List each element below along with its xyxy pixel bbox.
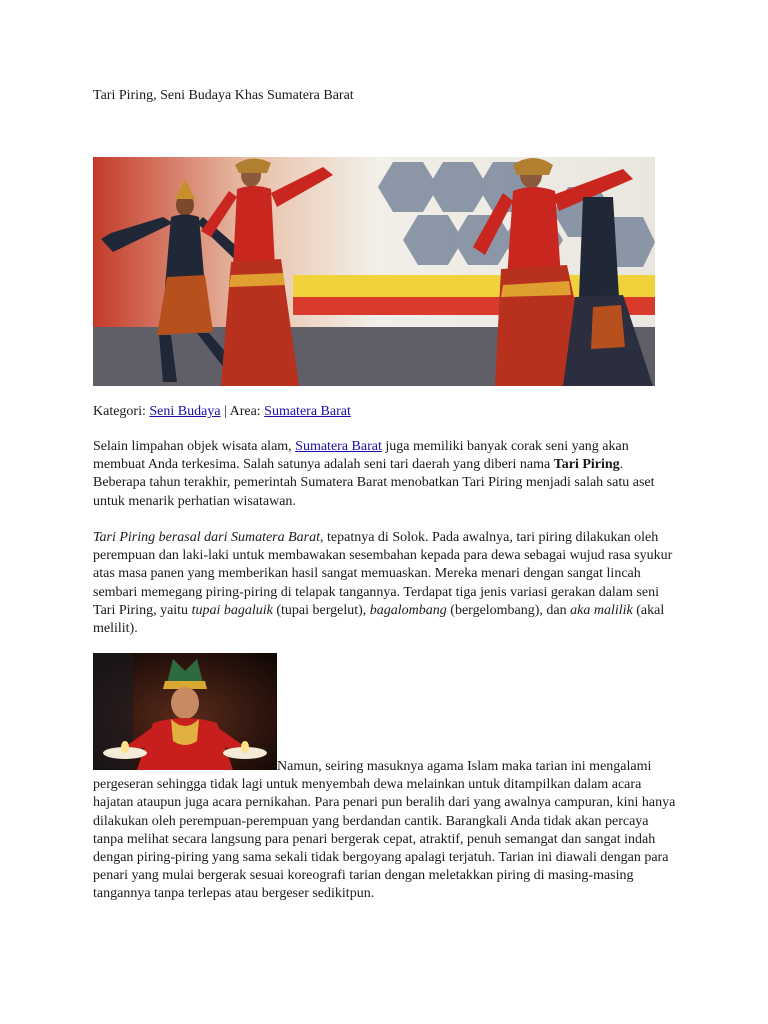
italic-bagalombang: bagalombang [369, 602, 447, 618]
para2-text-c: (bergelombang), dan [450, 602, 567, 618]
category-link-seni-budaya[interactable]: Seni Budaya [149, 404, 221, 419]
paragraph-origin [93, 529, 678, 638]
meta-separator: | [224, 404, 227, 419]
italic-origin: Tari Piring berasal dari Sumatera Barat [93, 530, 321, 545]
italic-aka-malilik: aka malilik [570, 602, 633, 618]
category-label: Kategori: [93, 404, 146, 419]
area-link-sumatera-barat[interactable]: Sumatera Barat [264, 404, 351, 419]
area-label: Area: [229, 404, 261, 419]
para3-text: Namun, seiring masuknya agama Islam maka tarian ini mengalami pergeseran sehingga tidak lagi untuk menyembah dewa melainkan untuk ditampilkan dalam acara hajatan ataupun juga acara pernikahan. Para penari pun beralih dari yang awalnya campuran, kini hanya dilakukan oleh perempuan-perempuan yang berdandan cantik. Barangkali Anda tidak akan percaya tanpa melihat secara langsung para penari bergerak cepat, atraktif, penuh semangat dan sangat indah dengan piring-piring yang sama sekali tidak bergoyang apalagi terjatuh. Tarian ini diawali dengan para penari yang mulai bergerak sesuai koreografi tarian dengan meletakkan piring di masing-masing tangannya tanpa terlepas atau bergeser sedikitpun. [93, 759, 676, 902]
para1-text-c: . Beberapa tahun terakhir, pemerintah Sumatera Barat menobatkan Tari Piring menjadi salah satu aset untuk menarik perhatian wisatawan. [93, 457, 655, 509]
bold-tari-piring: Tari Piring [553, 457, 620, 473]
para2-text-d: (akal melilit). [93, 602, 665, 637]
category-area-line [93, 404, 351, 420]
paragraph-history [93, 653, 678, 904]
paragraph-intro [93, 438, 678, 511]
para1-text-a: Selain limpahan objek wisata alam, [93, 439, 292, 454]
link-sumatera-barat[interactable]: Sumatera Barat [295, 439, 382, 454]
para1-text-b: juga memiliki banyak corak seni yang akan membuat Anda terkesima. Salah satunya adalah seni tari daerah yang diberi nama [93, 439, 629, 473]
para2-text-a: , tepatnya di Solok. Pada awalnya, tari piring dilakukan oleh perempuan dan laki-laki untuk membawakan sesembahan kepada para dewa sebagai wujud rasa syukur atas masa panen yang memberikan hasil sangat memuaskan. Mereka menari dengan sangat lincah sembari memegang piring-piring di telapak tangannya. Terdapat tiga jenis variasi gerakan dalam seni Tari Piring, yaitu [93, 530, 673, 618]
italic-tupai-bagaluik: tupai bagaluik [191, 602, 273, 618]
dancer-portrait-photo [93, 653, 277, 770]
para2-text-b: (tupai bergelut), [276, 602, 367, 618]
dance-stage-photo [93, 157, 655, 386]
document-title: Tari Piring, Seni Budaya Khas Sumatera Barat [93, 88, 354, 103]
